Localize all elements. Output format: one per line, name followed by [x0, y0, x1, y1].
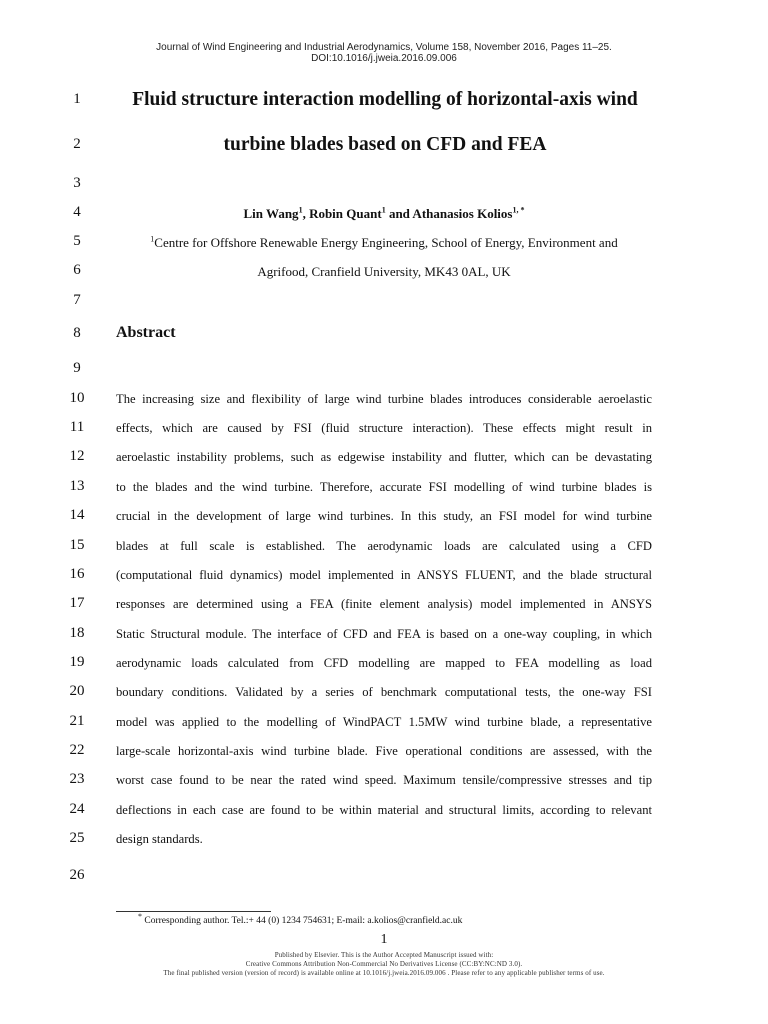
line-number: 12 [69, 448, 85, 464]
corresponding-author-footnote [138, 911, 463, 926]
abstract-line: Static Structural module. The interface of CFD and FEA is based on a one-way coupling, in which [116, 627, 652, 641]
line-number: 2 [73, 136, 81, 152]
affiliation-line-2: Agrifood, Cranfield University, MK43 0AL, UK [257, 264, 511, 279]
line-number: 14 [69, 507, 85, 523]
line-number: 20 [69, 683, 85, 699]
line-number: 23 [69, 771, 85, 787]
author-list [116, 206, 652, 222]
line-number: 19 [69, 654, 85, 670]
paper-title-line-2: turbine blades based on CFD and FEA [223, 134, 547, 155]
line-number: 10 [69, 390, 85, 406]
abstract-line: The increasing size and flexibility of large wind turbine blades introduces considerable aeroelastic [116, 392, 652, 406]
abstract-line: blades at full scale is established. The aerodynamic loads are calculated using a CFD [116, 539, 652, 553]
affiliation-text: Centre for Offshore Renewable Energy Engineering, School of Energy, Environment and [154, 235, 618, 250]
affiliation-line-1 [116, 235, 652, 251]
abstract-line: deflections in each case are found to be within material and structural limits, according to relevant [116, 803, 652, 817]
line-number: 16 [69, 566, 85, 582]
abstract-line: large-scale horizontal-axis wind turbine blade. Five operational conditions are assessed, with the [116, 744, 652, 758]
affiliation-mark: 1 [381, 205, 386, 215]
license-line: Creative Commons Attribution Non-Commercial No Derivatives License (CC:BY:NC:ND 3.0). [245, 960, 523, 968]
journal-header [0, 42, 768, 64]
affiliation-mark: 1 [298, 205, 303, 215]
abstract-line: (computational fluid dynamics) model implemented in ANSYS FLUENT, and the blade structural [116, 568, 652, 582]
abstract-line: effects, which are caused by FSI (fluid structure interaction). These effects might result in [116, 421, 652, 435]
abstract-line: aerodynamic loads calculated from CFD modelling are mapped to FEA modelling as load [116, 656, 652, 670]
abstract-line: to the blades and the wind turbine. Therefore, accurate FSI modelling of wind turbine blades is [116, 480, 652, 494]
line-number: 18 [69, 625, 85, 641]
abstract-line: responses are determined using a FEA (finite element analysis) model implemented in ANSYS [116, 597, 652, 611]
line-number: 9 [73, 360, 81, 376]
abstract-line: aeroelastic instability problems, such as edgewise instability and flutter, which can be devastating [116, 450, 652, 464]
affiliation-mark: 1 [150, 234, 155, 244]
license-line: Published by Elsevier. This is the Author Accepted Manuscript issued with: [274, 951, 494, 959]
line-number: 7 [73, 292, 81, 308]
license-line: The final published version (version of record) is available online at 10.1016/j.jweia.2016.09.006 . Please refer to any applicable publisher terms of use. [163, 969, 605, 977]
line-number: 4 [73, 204, 81, 220]
line-number: 17 [69, 595, 85, 611]
line-number: 26 [69, 867, 85, 883]
line-number: 5 [73, 233, 81, 249]
line-number: 15 [69, 537, 85, 553]
journal-citation: Journal of Wind Engineering and Industrial Aerodynamics, Volume 158, November 2016, Pages 11–25. [156, 42, 612, 53]
abstract-line: model was applied to the modelling of WindPACT 1.5MW wind turbine blade, a representative [116, 715, 652, 729]
line-number: 6 [73, 262, 81, 278]
doi[interactable]: DOI:10.1016/j.jweia.2016.09.006 [311, 53, 457, 64]
line-number: 24 [69, 801, 85, 817]
line-number: 3 [73, 175, 81, 191]
footnote-text: Corresponding author. Tel.:+ 44 (0) 1234 754631; E-mail: a.kolios@cranfield.ac.uk [142, 916, 463, 926]
author-name: and Athanasios Kolios [385, 206, 513, 221]
abstract-line: design standards. [116, 832, 203, 846]
line-number: 22 [69, 742, 85, 758]
abstract-heading: Abstract [116, 324, 176, 341]
affiliation-mark: 1, * [512, 205, 525, 215]
license-notice [0, 951, 768, 978]
line-number: 21 [69, 713, 85, 729]
line-number: 13 [69, 478, 85, 494]
author-name: Lin Wang [243, 206, 299, 221]
abstract-line: boundary conditions. Validated by a series of benchmark computational tests, the one-way FSI [116, 685, 652, 699]
abstract-line: crucial in the development of large wind turbines. In this study, an FSI model for wind turbine [116, 509, 652, 523]
line-number: 8 [73, 325, 81, 341]
page-number: 1 [380, 932, 388, 947]
line-number: 1 [73, 91, 81, 107]
line-number: 11 [69, 419, 85, 435]
paper-title-line-1: Fluid structure interaction modelling of horizontal-axis wind [132, 89, 638, 110]
author-name: , Robin Quant [302, 206, 382, 221]
line-number: 25 [69, 830, 85, 846]
footnote-mark: * [138, 911, 142, 921]
abstract-line: worst case found to be near the rated wind speed. Maximum tensile/compressive stresses and tip [116, 773, 652, 787]
